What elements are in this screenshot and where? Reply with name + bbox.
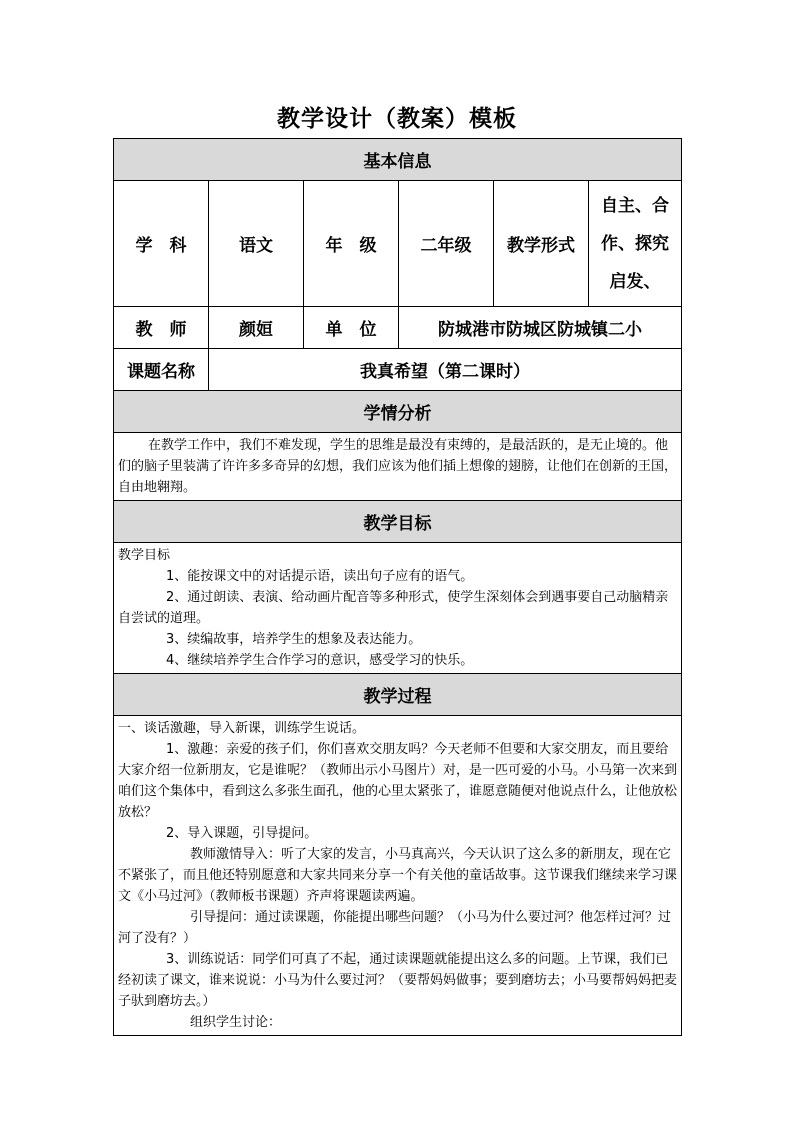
grade-value: 二年级 xyxy=(399,181,494,307)
section-header-basic-info: 基本信息 xyxy=(114,139,682,181)
goal-item: 1、能按课文中的对话提示语，读出句子应有的语气。 xyxy=(166,569,474,584)
grade-label: 年 级 xyxy=(304,181,399,307)
form-value xyxy=(589,181,682,307)
goals-heading: 教学目标 xyxy=(118,548,171,563)
section-header-process: 教学过程 xyxy=(114,674,682,716)
teacher-label: 教 师 xyxy=(114,307,209,349)
unit-value: 防城港市防城区防城镇二小 xyxy=(399,307,682,349)
teacher-value: 颜姮 xyxy=(209,307,304,349)
form-value-line: 自主、合 xyxy=(601,195,669,216)
situation-text: 在教学工作中，我们不难发现，学生的思维是最没有束缚的，是最活跃的，是无止境的。他们的脑子里装满了许许多多奇异的幻想，我们应该为他们插上想像的翅膀，让他们在创新的王国，自由地翱翔。 xyxy=(114,433,682,501)
subject-label: 学 科 xyxy=(114,181,209,307)
goals-content xyxy=(114,543,682,674)
form-label: 教学形式 xyxy=(494,181,589,307)
process-paragraph: 引导提问：通过读课题，你能提出哪些问题？（小马为什么要过河？他怎样过河？过河了没有？） xyxy=(118,910,672,946)
unit-label: 单 位 xyxy=(304,307,399,349)
process-paragraph: 一、谈话激趣，导入新课，训练学生说话。 xyxy=(118,721,366,736)
goal-item: 2、通过朗读、表演、给动画片配音等多种形式，使学生深刻体会到遇事要自己动脑精亲自尝试的道理。 xyxy=(118,590,669,626)
subject-value: 语文 xyxy=(209,181,304,307)
form-value-line: 启发、 xyxy=(609,271,661,292)
topic-value: 我真希望（第二课时） xyxy=(209,349,682,391)
process-paragraph: 1、激趣：亲爱的孩子们，你们喜欢交朋友吗？今天老师不但要和大家交朋友，而且要给大家介绍一位新朋友，它是谁呢？（教师出示小马图片）对，是一匹可爱的小马。小马第一次来到咱们这个集体中，看到这么多张生面孔，他的心里太紧张了，谁愿意随便对他说点什么，让他放松放松？ xyxy=(118,742,678,820)
form-value-line: 作、探究 xyxy=(601,233,669,254)
goal-item: 3、续编故事，培养学生的想象及表达能力。 xyxy=(166,632,422,647)
process-paragraph: 教师激情导入：听了大家的发言，小马真高兴，今天认识了这么多的新朋友，现在它不紧张了，而且他还特别愿意和大家共同来分享一个有关他的童话故事。这节课我们继续来学习课文《小马过河》（教师板书课题）齐声将课题读两遍。 xyxy=(118,847,678,904)
section-header-situation: 学情分析 xyxy=(114,391,682,433)
process-content xyxy=(114,716,682,1036)
section-header-goals: 教学目标 xyxy=(114,501,682,543)
lesson-plan-table xyxy=(113,138,682,1036)
goal-item: 4、继续培养学生合作学习的意识，感受学习的快乐。 xyxy=(166,653,474,668)
topic-label: 课题名称 xyxy=(114,349,209,391)
process-paragraph: 3、训练说话：同学们可真了不起，通过读课题就能提出这么多的问题。上节课，我们已经初读了课文，谁来说说：小马为什么要过河？（要帮妈妈做事；要到磨坊去；小马要帮妈妈把麦子驮到磨坊去。） xyxy=(118,952,678,1009)
process-paragraph: 组织学生讨论： xyxy=(190,1015,282,1030)
page-title: 教学设计（教案）模板 xyxy=(277,105,517,132)
process-paragraph: 2、导入课题，引导提问。 xyxy=(166,826,318,841)
